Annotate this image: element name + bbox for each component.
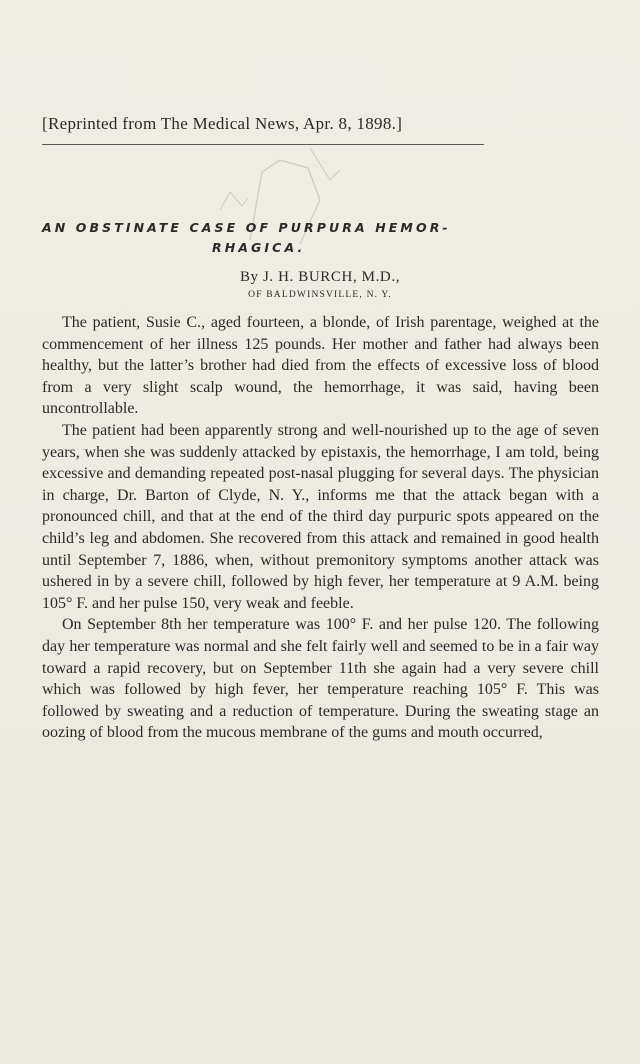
author-byline: By J. H. BURCH, M.D., — [239, 269, 401, 285]
paragraph: The patient had been apparently strong and well-nourished up to the age of seven years, when she was suddenly attacked by epistaxis, the hemorrhage, I am told, being excessive and demanding repeated post-nasal plugging for several days. The physician in charge, Dr. Barton of Clyde, N. Y., informs me that the attack began with a pronounced chill, and that at the end of the third day purpuric spots appeared on the child’s leg and abdomen. She recovered from this attack and remained in good health until September 7, 1886, when, without premonitory symptoms another attack was ushered in by a severe chill, followed by high fever, her temperature at 9 A.M. being 105° F. and her pulse 150, very weak and feeble. — [42, 421, 599, 612]
article-body — [42, 312, 599, 744]
paragraph: On September 8th her temperature was 100° F. and her pulse 120. The following day her temperature was normal and she felt fairly well and seemed to be in a fair way toward a rapid recovery, but on September 11th she again had a very severe chill which was followed by high fever, her temperature reaching 105° F. This was followed by sweating and a reduction of temperature. During the sweating stage an oozing of blood from the mucous membrane of the gums and mouth occurred, — [42, 616, 599, 742]
reprint-notice: [Reprinted from The Medical News, Apr. 8, 1898.] — [42, 114, 403, 133]
author-affiliation: OF BALDWINSVILLE, N. Y. — [248, 290, 392, 300]
article-title-line-1: AN OBSTINATE CASE OF PURPURA HEMOR- — [42, 220, 451, 235]
paragraph: The patient, Susie C., aged fourteen, a blonde, of Irish parentage, weighed at the commencement of her illness 125 pounds. Her mother and father had always been healthy, but the latter’s brother had died from the effects of excessive loss of blood from a very slight scalp wound, the hemorrhage, it was said, having been uncontrollable. — [42, 314, 599, 418]
article-title-line-2: RHAGICA. — [212, 240, 306, 255]
